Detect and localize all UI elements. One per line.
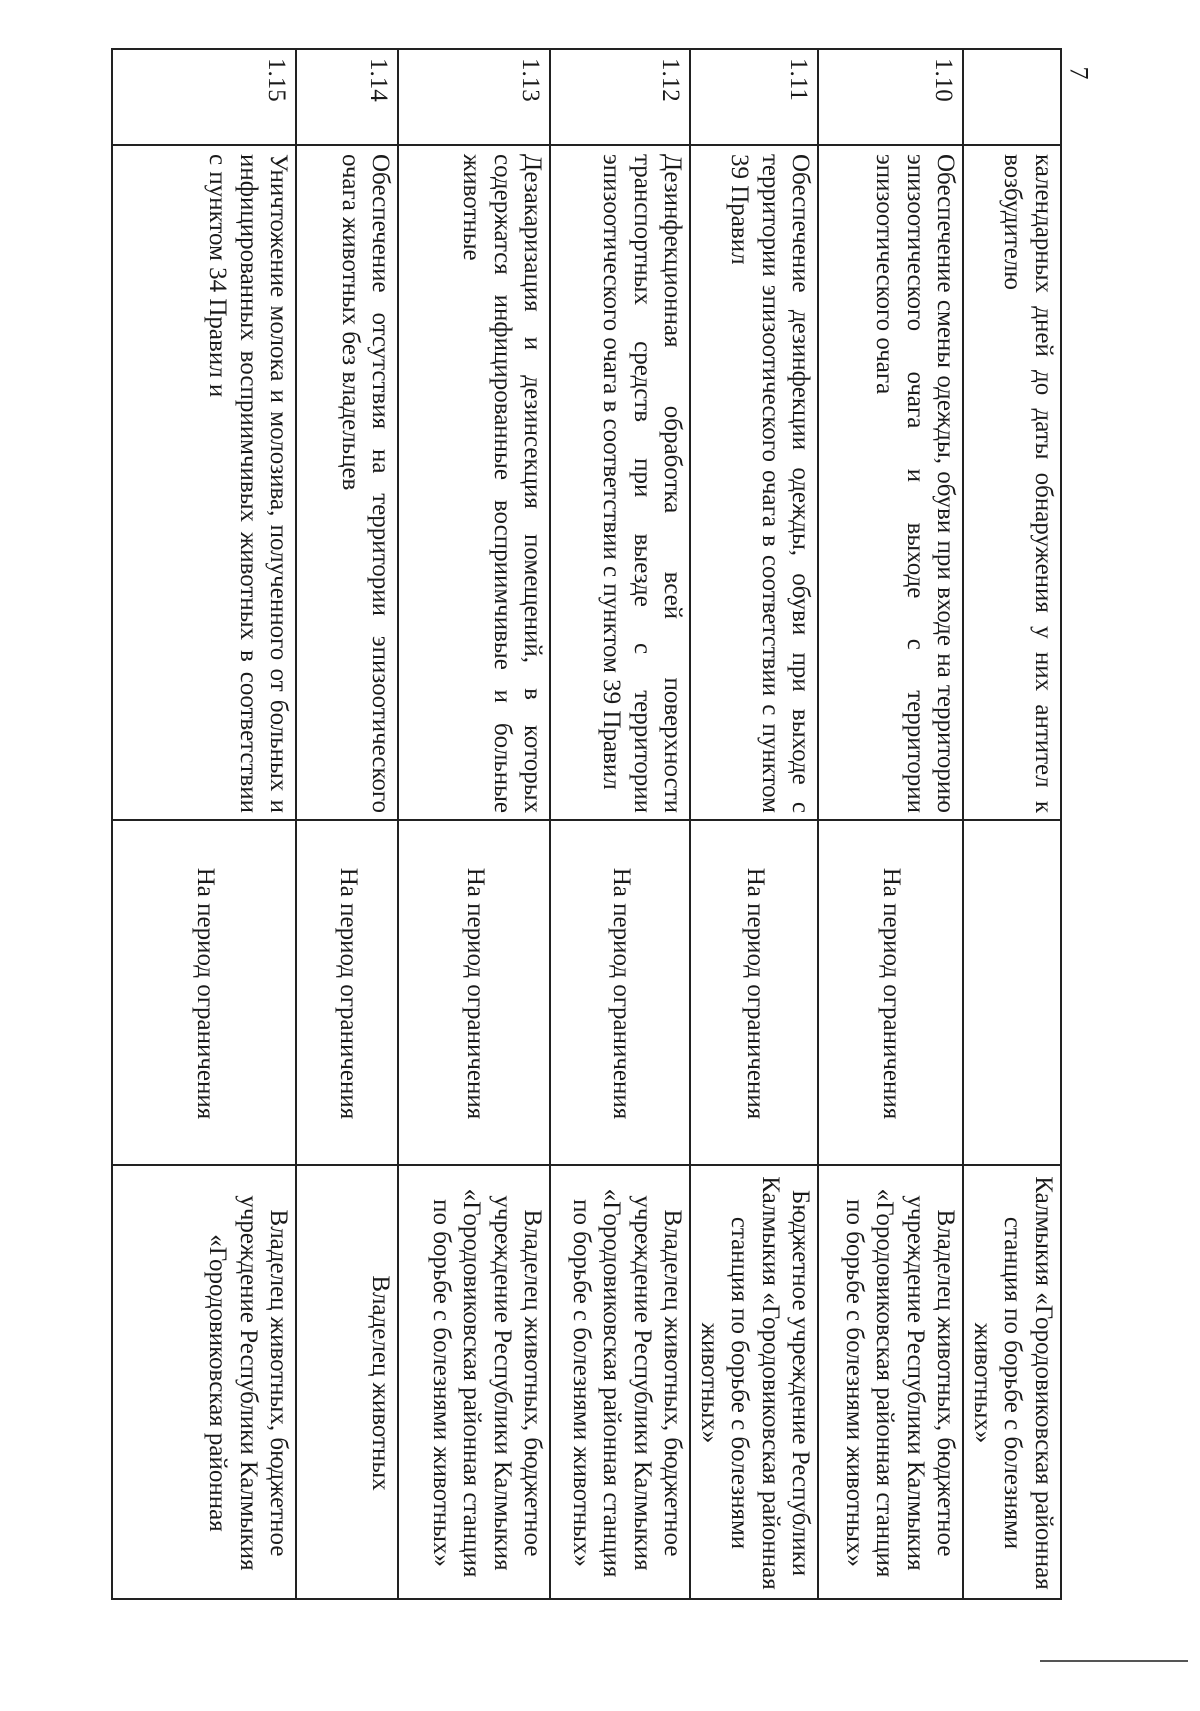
measures-table [112, 48, 1063, 1600]
table-row [819, 49, 964, 1599]
row-term: На период ограничения [113, 820, 297, 1165]
row-responsible: Владелец животных [297, 1165, 399, 1599]
table-row [399, 49, 551, 1599]
row-responsible: Бюджетное учреждение Республики Калмыкия «Городовиковская районная станция по борьбе с болезнями животных» [691, 1165, 819, 1599]
row-term: На период ограничения [551, 820, 691, 1165]
row-responsible: Владелец животных, бюджетное учреждение Республики Калмыкия «Городовиковская районная станция по борьбе с болезнями животных» [551, 1165, 691, 1599]
row-number: 1.14 [297, 49, 399, 145]
row-measure: Дезакаризация и дезинсекция помещений, в которых содержатся инфицированные восприимчивые и больные животные [399, 145, 551, 820]
page-number: 7 [1064, 66, 1094, 80]
row-number [964, 49, 1062, 145]
row-number: 1.11 [691, 49, 819, 145]
row-measure: календарных дней до даты обнаружения у них антител к возбудителю [964, 145, 1062, 820]
bottom-rule-line [1040, 1660, 1188, 1662]
row-measure: Обеспечение отсутствия на территории эпизоотического очага животных без владельцев [297, 145, 399, 820]
row-responsible: Владелец животных, бюджетное учреждение Республики Калмыкия «Городовиковская районная станция по борьбе с болезнями животных» [399, 1165, 551, 1599]
row-responsible: Владелец животных, бюджетное учреждение Республики Калмыкия «Городовиковская районная [113, 1165, 297, 1599]
row-number: 1.13 [399, 49, 551, 145]
row-measure: Дезинфекционная обработка всей поверхности транспортных средств при выезде с территории эпизоотического очага в соответствии с пунктом 39 Правил [551, 145, 691, 820]
row-responsible: Калмыкия «Городовиковская районная станция по борьбе с болезнями животных» [964, 1165, 1062, 1599]
row-term: На период ограничения [691, 820, 819, 1165]
table-row [691, 49, 819, 1599]
row-measure: Обеспечение дезинфекции одежды, обуви при выходе с территории эпизоотического очага в соответствии с пунктом 39 Правил [691, 145, 819, 820]
row-number: 1.12 [551, 49, 691, 145]
row-measure: Обеспечение смены одежды, обуви при входе на территорию эпизоотического очага и выходе с территории эпизоотического очага [819, 145, 964, 820]
row-number: 1.10 [819, 49, 964, 145]
row-number: 1.15 [113, 49, 297, 145]
table-row [551, 49, 691, 1599]
row-term: На период ограничения [399, 820, 551, 1165]
row-responsible: Владелец животных, бюджетное учреждение Республики Калмыкия «Городовиковская районная станция по борьбе с болезнями животных» [819, 1165, 964, 1599]
row-term: На период ограничения [819, 820, 964, 1165]
row-term [964, 820, 1062, 1165]
rotated-table-wrapper [132, 48, 1062, 1598]
table-row [113, 49, 297, 1599]
table-row [297, 49, 399, 1599]
row-term: На период ограничения [297, 820, 399, 1165]
row-measure: Уничтожение молока и молозива, полученного от больных и инфицированных восприимчивых животных в соответствии с пунктом 34 Правил и [113, 145, 297, 820]
table-row [964, 49, 1062, 1599]
